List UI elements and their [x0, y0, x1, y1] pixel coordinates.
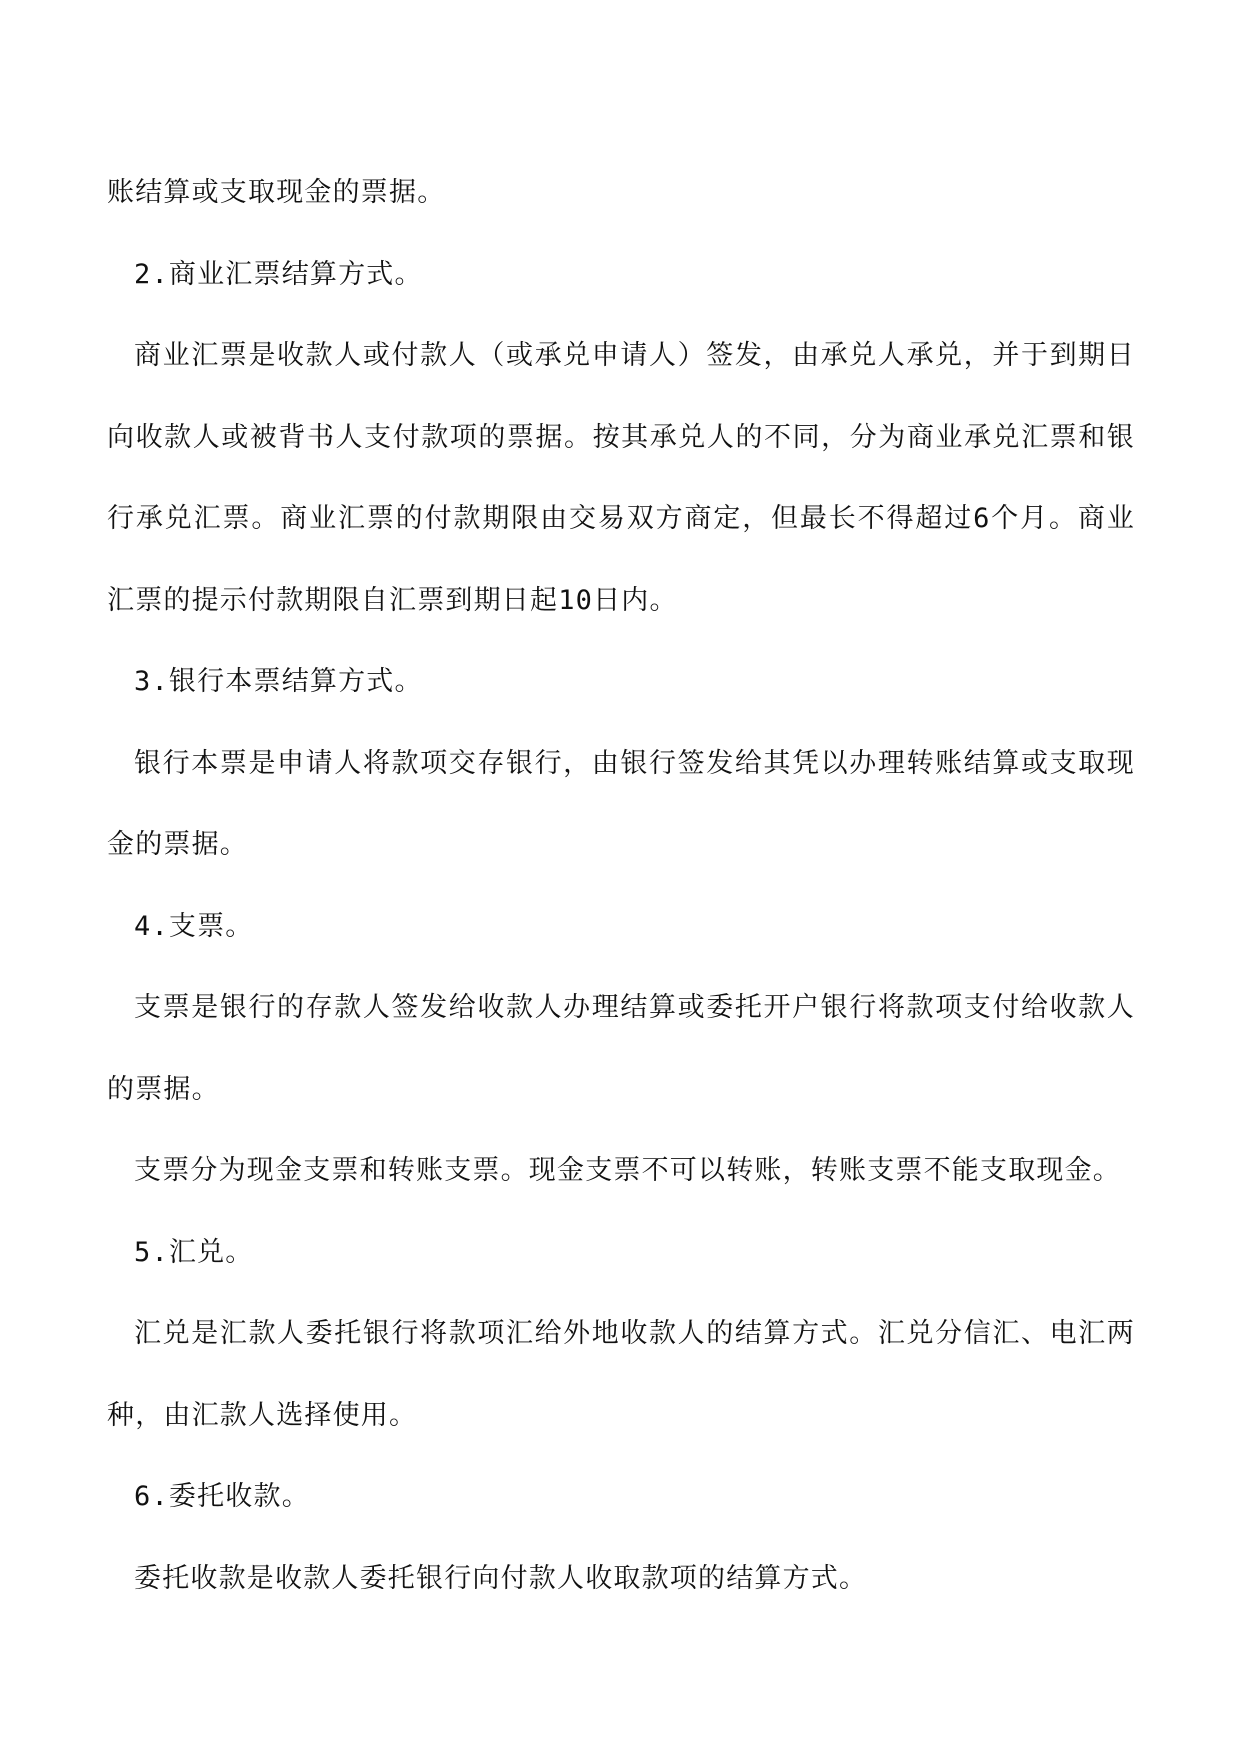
paragraph-continuation: 账结算或支取现金的票据。: [107, 177, 446, 208]
document-page: [107, 152, 1135, 1619]
paragraph-remittance: 汇兑是汇款人委托银行将款项汇给外地收款人的结算方式。汇兑分信汇、电汇两种，由汇款人选择使用。: [107, 1318, 1135, 1431]
paragraph-commercial-draft: 商业汇票是收款人或付款人（或承兑申请人）签发，由承兑人承兑，并于到期日向收款人或被背书人支付款项的票据。按其承兑人的不同，分为商业承兑汇票和银行承兑汇票。商业汇票的付款期限由交易双方商定，但最长不得超过6个月。商业汇票的提示付款期限自汇票到期日起10日内。: [107, 340, 1135, 616]
section-heading-cheque: 4.支票。: [134, 910, 254, 942]
paragraph-cheque-types: 支票分为现金支票和转账支票。现金支票不可以转账，转账支票不能支取现金。: [134, 1155, 1121, 1186]
paragraph-cheque-definition: 支票是银行的存款人签发给收款人办理结算或委托开户银行将款项支付给收款人的票据。: [107, 992, 1135, 1105]
paragraph-collection: 委托收款是收款人委托银行向付款人收取款项的结算方式。: [134, 1562, 868, 1594]
section-heading-remittance: 5.汇兑。: [134, 1236, 254, 1268]
paragraph-bank-promissory-note: 银行本票是申请人将款项交存银行，由银行签发给其凭以办理转账结算或支取现金的票据。: [107, 747, 1135, 860]
section-heading-collection: 6.委托收款。: [134, 1481, 310, 1512]
section-heading-bank-promissory-note: 3.银行本票结算方式。: [134, 666, 423, 697]
section-heading-commercial-draft: 2.商业汇票结算方式。: [134, 258, 423, 290]
